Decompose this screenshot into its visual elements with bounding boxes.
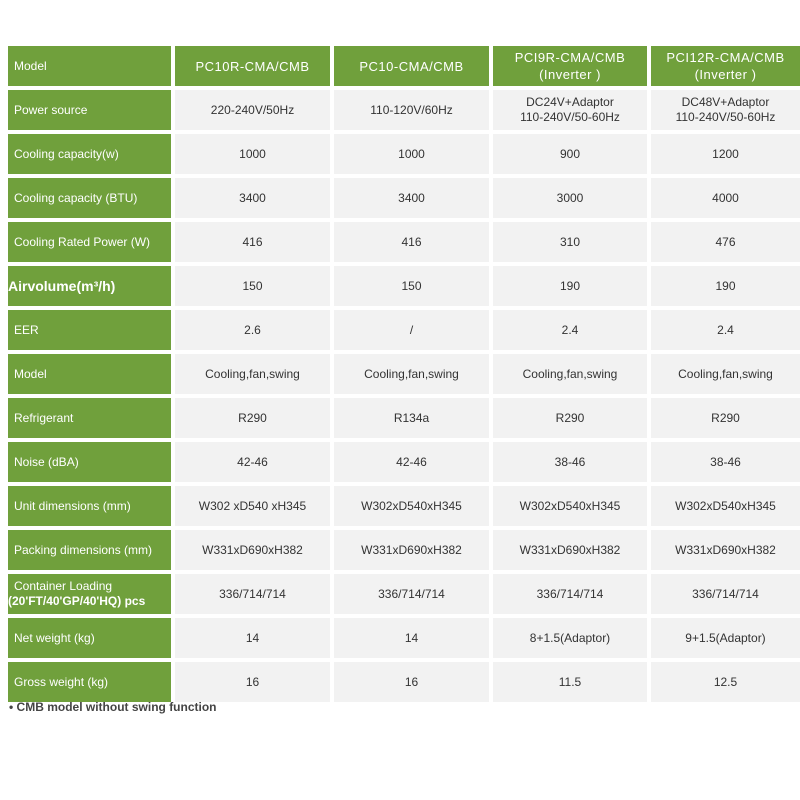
table-cell bbox=[651, 486, 800, 526]
table-cell bbox=[651, 134, 800, 174]
header-label: Model bbox=[8, 46, 171, 86]
table-row bbox=[8, 310, 800, 350]
header-col-4-line1: PCI12R-CMA/CMB bbox=[666, 50, 785, 65]
cell-text: 38-46 bbox=[710, 454, 741, 469]
table-cell bbox=[175, 178, 330, 218]
cell-text: 2.4 bbox=[561, 322, 579, 337]
table-cell bbox=[334, 266, 489, 306]
table-cell bbox=[493, 134, 647, 174]
cell-text: W331xD690xH382 bbox=[202, 542, 303, 557]
table-cell bbox=[651, 398, 800, 438]
cell-text: W331xD690xH382 bbox=[361, 542, 462, 557]
table-cell bbox=[175, 574, 330, 614]
table-row bbox=[8, 574, 800, 614]
table-row bbox=[8, 530, 800, 570]
row-label: Gross weight (kg) bbox=[8, 662, 171, 702]
row-label: Cooling Rated Power (W) bbox=[8, 222, 171, 262]
table-cell bbox=[493, 222, 647, 262]
cell-text: 42-46 bbox=[396, 454, 427, 469]
table-cell bbox=[334, 442, 489, 482]
cell-text: / bbox=[409, 322, 414, 337]
cell-text: 38-46 bbox=[554, 454, 586, 469]
cell-text: 416 bbox=[242, 234, 263, 249]
row-label: Packing dimensions (mm) bbox=[8, 530, 171, 570]
row-label: Unit dimensions (mm) bbox=[8, 486, 171, 526]
cell-text: 9+1.5(Adaptor) bbox=[685, 630, 766, 645]
table-cell bbox=[493, 442, 647, 482]
cell-text: 2.6 bbox=[244, 322, 261, 337]
row-label-line2: (20'FT/40'GP/40'HQ) pcs bbox=[8, 594, 146, 608]
cell-text: DC48V+Adaptor bbox=[681, 95, 770, 109]
table-cell bbox=[493, 266, 647, 306]
table-cell bbox=[175, 442, 330, 482]
table-cell bbox=[175, 134, 330, 174]
row-label bbox=[8, 574, 171, 614]
table-cell bbox=[175, 222, 330, 262]
row-label: Cooling capacity(w) bbox=[8, 134, 171, 174]
cell-text: 900 bbox=[559, 146, 581, 161]
row-label: Model bbox=[8, 354, 171, 394]
cell-text: 150 bbox=[401, 278, 422, 293]
table-cell bbox=[175, 618, 330, 658]
table-cell bbox=[493, 530, 647, 570]
cell-text: R290 bbox=[238, 410, 267, 425]
cell-text: 110-120V/60Hz bbox=[370, 102, 453, 117]
table-cell bbox=[334, 354, 489, 394]
table-cell bbox=[651, 178, 800, 218]
table-cell bbox=[651, 266, 800, 306]
row-label: Refrigerant bbox=[8, 398, 171, 438]
header-col-1 bbox=[175, 46, 330, 86]
header-col-2-line1: PC10-CMA/CMB bbox=[359, 58, 464, 74]
cell-text: R290 bbox=[555, 410, 585, 425]
table-cell bbox=[334, 486, 489, 526]
row-label-line1: Container Loading bbox=[14, 579, 113, 593]
table-cell bbox=[334, 222, 489, 262]
row-label: Power source bbox=[8, 90, 171, 130]
table-cell bbox=[493, 178, 647, 218]
table-cell bbox=[175, 266, 330, 306]
cell-text: 8+1.5(Adaptor) bbox=[529, 630, 611, 645]
footnote: • CMB model without swing function bbox=[9, 700, 217, 714]
row-label: Noise (dBA) bbox=[8, 442, 171, 482]
table-cell bbox=[651, 662, 800, 702]
table-cell bbox=[175, 662, 330, 702]
header-col-4-line2: (Inverter ) bbox=[694, 67, 757, 82]
table-cell bbox=[175, 398, 330, 438]
cell-text: 220-240V/50Hz bbox=[210, 102, 295, 117]
cell-text: 12.5 bbox=[713, 674, 738, 689]
table-row bbox=[8, 618, 800, 658]
table-cell bbox=[334, 310, 489, 350]
table-cell bbox=[493, 618, 647, 658]
spec-table bbox=[8, 46, 800, 706]
table-cell bbox=[175, 530, 330, 570]
cell-text: 336/714/714 bbox=[536, 586, 604, 601]
table-cell bbox=[493, 574, 647, 614]
row-label: Net weight (kg) bbox=[8, 618, 171, 658]
table-cell bbox=[175, 354, 330, 394]
table-row bbox=[8, 662, 800, 702]
cell-text: DC24V+Adaptor bbox=[526, 95, 614, 109]
cell-text: 4000 bbox=[712, 190, 739, 205]
header-col-2 bbox=[334, 46, 489, 86]
cell-text: 416 bbox=[401, 234, 422, 249]
table-cell bbox=[651, 574, 800, 614]
cell-text: 336/714/714 bbox=[378, 586, 445, 601]
cell-text: 336/714/714 bbox=[692, 586, 759, 601]
row-label: Cooling capacity (BTU) bbox=[8, 178, 171, 218]
cell-text: W331xD690xH382 bbox=[519, 542, 621, 557]
table-row bbox=[8, 178, 800, 218]
table-row bbox=[8, 486, 800, 526]
cell-text: 14 bbox=[245, 630, 260, 645]
cell-text: 310 bbox=[559, 234, 581, 249]
cell-text: R290 bbox=[711, 410, 740, 425]
table-cell bbox=[334, 574, 489, 614]
header-col-3 bbox=[493, 46, 647, 86]
table-row bbox=[8, 354, 800, 394]
table-cell bbox=[493, 662, 647, 702]
cell-text: 476 bbox=[715, 234, 736, 249]
cell-text: 3000 bbox=[556, 190, 584, 205]
row-label: EER bbox=[8, 310, 171, 350]
header-col-4 bbox=[651, 46, 800, 86]
cell-text: 16 bbox=[245, 674, 260, 689]
table-cell bbox=[651, 530, 800, 570]
cell-text: 42-46 bbox=[237, 454, 268, 469]
cell-text: 336/714/714 bbox=[219, 586, 286, 601]
cell-text: 3400 bbox=[239, 190, 266, 205]
table-cell bbox=[651, 222, 800, 262]
header-col-3-line1: PCI9R-CMA/CMB bbox=[514, 50, 626, 65]
cell-text: 1000 bbox=[398, 146, 425, 161]
table-cell bbox=[493, 90, 647, 130]
table-header-row bbox=[8, 46, 800, 86]
table-row bbox=[8, 222, 800, 262]
table-cell bbox=[334, 178, 489, 218]
cell-text: Cooling,fan,swing bbox=[205, 366, 300, 381]
table-cell bbox=[493, 310, 647, 350]
cell-text: 150 bbox=[242, 278, 263, 293]
table-cell bbox=[334, 530, 489, 570]
table-cell bbox=[334, 90, 489, 130]
cell-text: 16 bbox=[404, 674, 419, 689]
row-label: Airvolume(m³/h) bbox=[8, 266, 171, 306]
cell-text: 3400 bbox=[398, 190, 425, 205]
header-col-1-line1: PC10R-CMA/CMB bbox=[195, 58, 310, 74]
table-cell bbox=[334, 618, 489, 658]
table-cell bbox=[651, 90, 800, 130]
cell-text: W302 xD540 xH345 bbox=[198, 498, 307, 513]
table-cell bbox=[175, 90, 330, 130]
cell-text: 11.5 bbox=[558, 674, 582, 689]
table-cell bbox=[493, 486, 647, 526]
cell-text: W331xD690xH382 bbox=[675, 542, 776, 557]
cell-text: W302xD540xH345 bbox=[675, 498, 776, 513]
cell-text: R134a bbox=[393, 410, 430, 425]
table-cell bbox=[651, 442, 800, 482]
table-row bbox=[8, 266, 800, 306]
cell-text: W302xD540xH345 bbox=[361, 498, 462, 513]
table-cell bbox=[493, 398, 647, 438]
cell-text: 190 bbox=[559, 278, 581, 293]
table-cell bbox=[334, 662, 489, 702]
header-col-3-line2: (Inverter ) bbox=[539, 67, 601, 82]
table-cell bbox=[334, 134, 489, 174]
cell-text: 14 bbox=[404, 630, 419, 645]
table-cell bbox=[175, 486, 330, 526]
table-cell bbox=[493, 354, 647, 394]
table-cell bbox=[651, 618, 800, 658]
cell-text: 1200 bbox=[712, 146, 739, 161]
table-row bbox=[8, 90, 800, 130]
table-cell bbox=[651, 354, 800, 394]
table-cell bbox=[651, 310, 800, 350]
table-row bbox=[8, 398, 800, 438]
table-row bbox=[8, 134, 800, 174]
cell-text: 110-240V/50-60Hz bbox=[520, 110, 620, 124]
cell-text: 190 bbox=[715, 278, 736, 293]
cell-text: Cooling,fan,swing bbox=[522, 366, 618, 381]
cell-text: 1000 bbox=[239, 146, 266, 161]
cell-text: 2.4 bbox=[717, 322, 734, 337]
cell-text: 110-240V/50-60Hz bbox=[675, 110, 776, 124]
table-body bbox=[8, 90, 800, 702]
table-row bbox=[8, 442, 800, 482]
cell-text: Cooling,fan,swing bbox=[678, 366, 773, 381]
cell-text: Cooling,fan,swing bbox=[364, 366, 459, 381]
cell-text: W302xD540xH345 bbox=[519, 498, 621, 513]
table-cell bbox=[334, 398, 489, 438]
table-cell bbox=[175, 310, 330, 350]
